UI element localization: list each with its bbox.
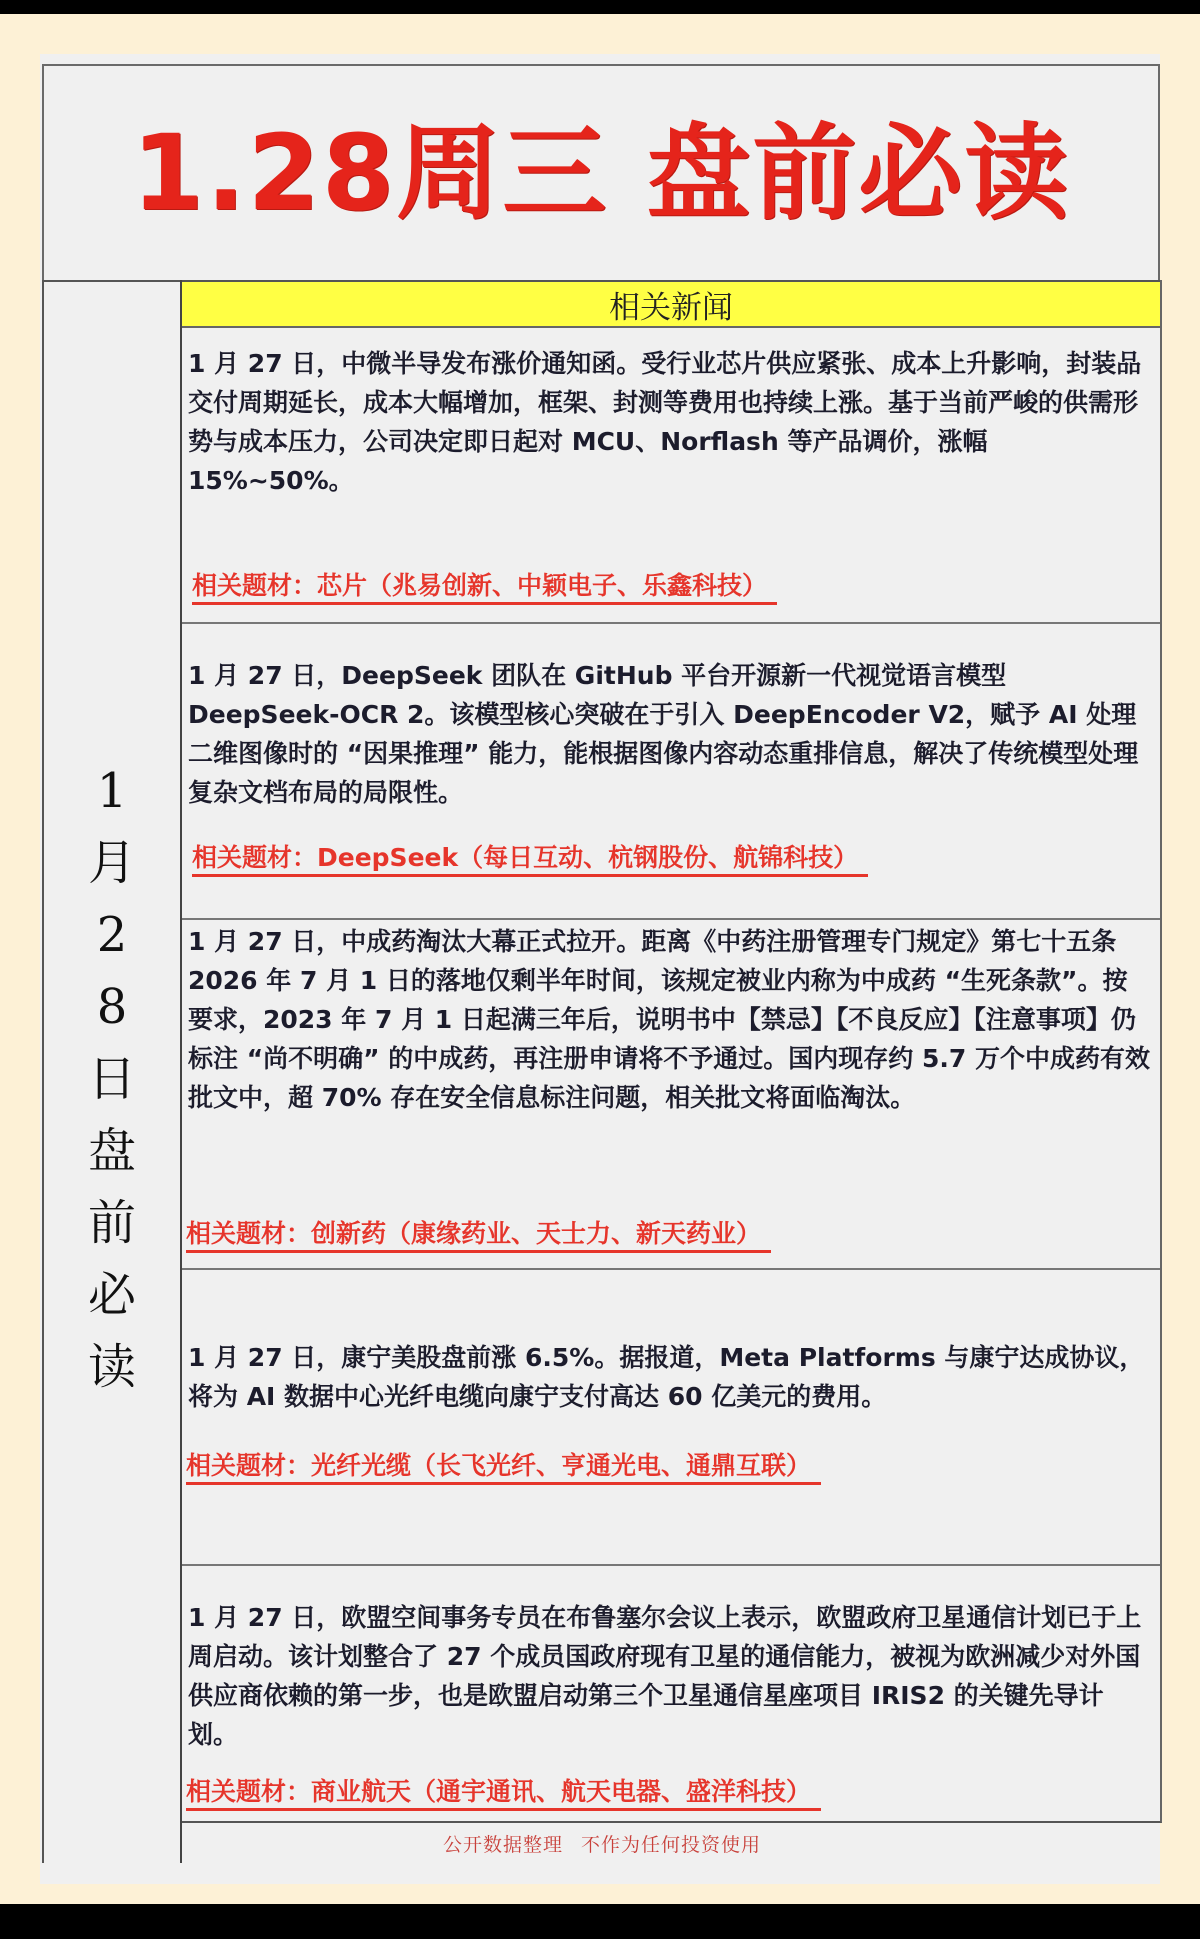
top-black-bar [0, 0, 1200, 14]
related-theme-tag: 相关题材：芯片（兆易创新、中颖电子、乐鑫科技） [192, 570, 777, 605]
vertical-date-label [44, 755, 180, 1403]
title-box [42, 64, 1160, 282]
page-title: 1.28周三 盘前必读 [131, 112, 1071, 234]
news-text: 1 月 27 日，中成药淘汰大幕正式拉开。距离《中药注册管理专门规定》第七十五条 2026 年 7 月 1 日的落地仅剩半年时间，该规定被业内称为中成药 “生死条款”。按要求，2023 年 7 月 1 日起满三年后，说明书中【禁忌】【不良反应】【注意事项】仍标注 “尚不明确” 的中成药，再注册申请将不予通过。国内现存约 5.7 万个中成药有效批文中，超 70% 存在安全信息标注问题，相关批文将面临淘汰。 [188, 927, 1150, 1112]
news-text: 1 月 27 日，康宁美股盘前涨 6.5%。据报道，Meta Platforms 与康宁达成协议，将为 AI 数据中心光纤电缆向康宁支付高达 60 亿美元的费用。 [188, 1343, 1145, 1411]
news-item-deepseek [182, 624, 1160, 920]
news-item-eu-satellite [182, 1566, 1160, 1821]
footer-disclaimer: 不作为任何投资使用 [581, 1833, 762, 1856]
disclaimer-footer [44, 1823, 1160, 1863]
news-section-header [182, 280, 1160, 328]
side-char: 2 [96, 907, 128, 963]
news-text: 1 月 27 日，DeepSeek 团队在 GitHub 平台开源新一代视觉语言模型 DeepSeek-OCR 2。该模型核心突破在于引入 DeepEncoder V2，赋予 AI 处理二维图像时的 “因果推理” 能力，能根据图像内容动态重排信息，解决了传统模型处理复杂文档布局的局限性。 [188, 661, 1139, 807]
page-background [0, 14, 1200, 1904]
news-text: 1 月 27 日，欧盟空间事务专员在布鲁塞尔会议上表示，欧盟政府卫星通信计划已于上周启动。该计划整合了 27 个成员国政府现有卫星的通信能力，被视为欧洲减少对外国供应商依赖的第一步，也是欧盟启动第三个卫星通信星座项目 IRIS2 的关键先导计划。 [188, 1603, 1142, 1749]
side-char: 日 [87, 1051, 136, 1107]
date-side-column [44, 280, 182, 1863]
related-theme-tag: 相关题材：创新药（康缘药业、天士力、新天药业） [186, 1218, 771, 1253]
news-column [182, 280, 1162, 1823]
footer-source: 公开数据整理 [442, 1833, 563, 1856]
related-theme-tag: 相关题材：商业航天（通宇通讯、航天电器、盛洋科技） [186, 1776, 821, 1811]
news-item-tcm [182, 920, 1160, 1270]
news-item-chip [182, 328, 1160, 624]
news-header-label: 相关新闻 [609, 289, 733, 326]
side-char: 前 [87, 1195, 136, 1251]
news-item-corning [182, 1270, 1160, 1566]
bottom-black-bar [0, 1904, 1200, 1939]
document-sheet [40, 54, 1160, 1884]
content-table [42, 280, 1160, 1863]
side-char: 8 [96, 979, 128, 1035]
side-char: 读 [87, 1339, 136, 1395]
side-char: 月 [87, 835, 136, 891]
side-char: 盘 [87, 1123, 136, 1179]
news-text: 1 月 27 日，中微半导发布涨价通知函。受行业芯片供应紧张、成本上升影响，封装品交付周期延长，成本大幅增加，框架、封测等费用也持续上涨。基于当前严峻的供需形势与成本压力，公司决定即日起对 MCU、Norflash 等产品调价，涨幅 15%~50%。 [188, 349, 1142, 495]
related-theme-tag: 相关题材：DeepSeek（每日互动、杭钢股份、航锦科技） [192, 842, 868, 877]
side-char: 必 [87, 1267, 136, 1323]
side-char: 1 [96, 763, 128, 819]
related-theme-tag: 相关题材：光纤光缆（长飞光纤、亨通光电、通鼎互联） [186, 1450, 821, 1485]
